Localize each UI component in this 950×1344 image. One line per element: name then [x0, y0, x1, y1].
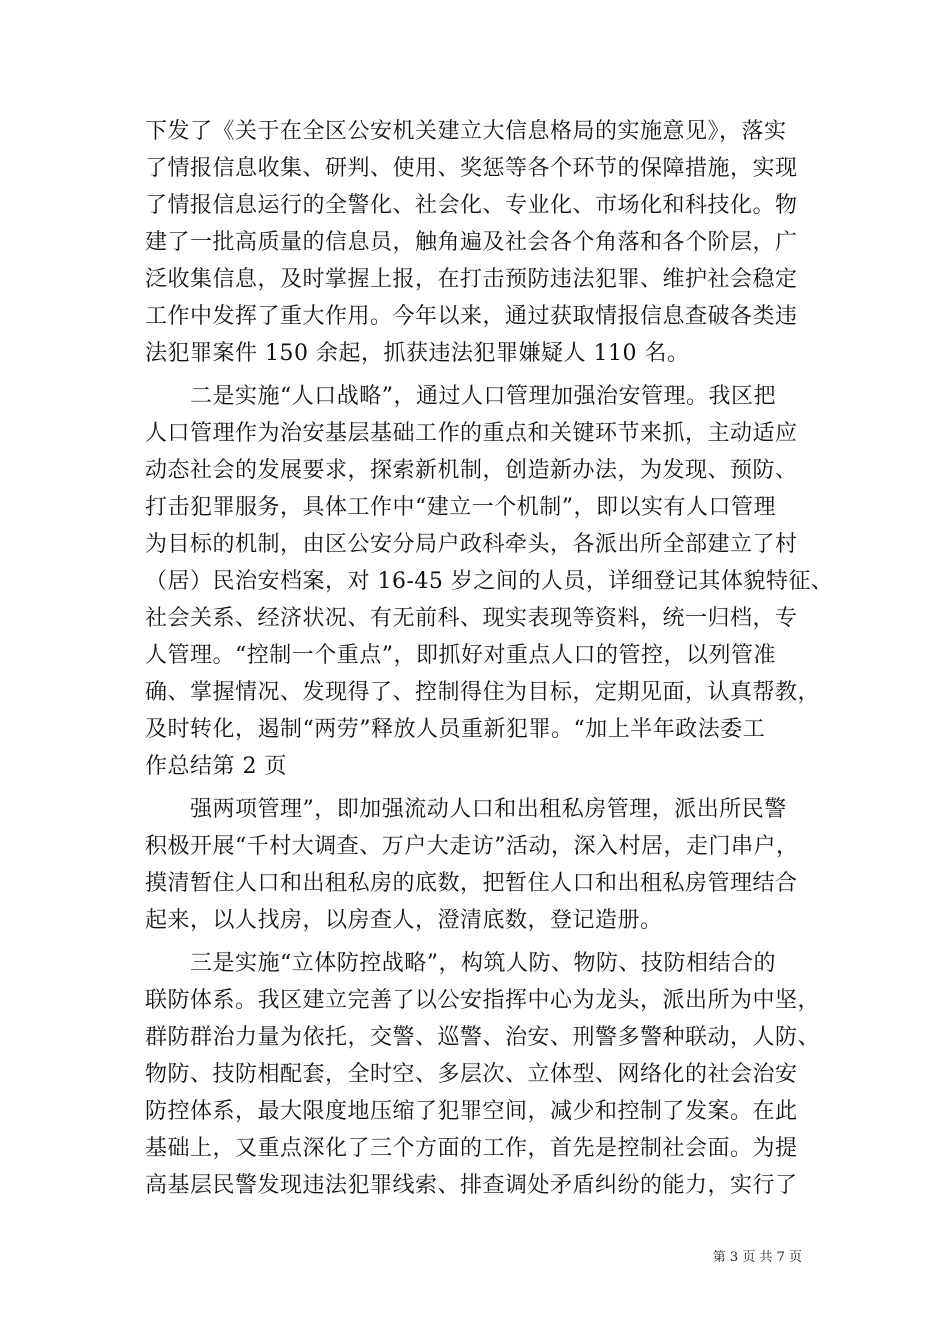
page-number: 第 3 页 共 7 页 [712, 1250, 802, 1265]
text-line: 基础上，又重点深化了三个方面的工作，首先是控制社会面。为提 [145, 1136, 798, 1161]
text-line: 及时转化，遏制“两劳”释放人员重新犯罪。“加上半年政法委工 [145, 717, 766, 742]
text-line: 工作中发挥了重大作用。今年以来，通过获取情报信息查破各类违 [145, 304, 798, 329]
text-line: 群防群治力量为依托，交警、巡警、治安、刑警多警种联动，人防、 [145, 1025, 821, 1050]
text-line: 了情报信息运行的全警化、社会化、专业化、市场化和科技化。物 [145, 193, 798, 218]
text-line: 人口管理作为治安基层基础工作的重点和关键环节来抓，主动适应 [145, 421, 798, 446]
text-line: 下发了《关于在全区公安机关建立大信息格局的实施意见》，落实 [145, 119, 787, 144]
text-line: 确、掌握情况、发现得了、控制得住为目标，定期见面，认真帮教， [145, 680, 821, 705]
text-line: 了情报信息收集、研判、使用、奖惩等各个环节的保障措施，实现 [145, 156, 798, 181]
text-line: 三是实施“立体防控战略”，构筑人防、物防、技防相结合的 [145, 951, 776, 976]
text-line: 法犯罪案件 150 余起，抓获违法犯罪嫌疑人 110 名。 [145, 341, 690, 366]
text-line: 物防、技防相配套，全时空、多层次、立体型、网络化的社会治安 [145, 1062, 798, 1087]
text-line: 社会关系、经济状况、有无前科、现实表现等资料，统一归档，专 [145, 606, 798, 631]
text-line: 高基层民警发现违法犯罪线索、排查调处矛盾纠纷的能力，实行了 [145, 1173, 798, 1198]
text-line: 积极开展“千村大调查、万户大走访”活动，深入村居，走门串户， [145, 834, 799, 859]
text-line: 强两项管理”，即加强流动人口和出租私房管理，派出所民警 [145, 797, 787, 822]
text-line: 防控体系，最大限度地压缩了犯罪空间，减少和控制了发案。在此 [145, 1099, 798, 1124]
text-line: 为目标的机制，由区公安分局户政科牵头，各派出所全部建立了村 [145, 532, 798, 557]
text-line: 联防体系。我区建立完善了以公安指挥中心为龙头，派出所为中坚， [145, 988, 821, 1013]
text-line: 建了一批高质量的信息员，触角遍及社会各个角落和各个阶层，广 [145, 230, 798, 255]
text-line: 作总结第 2 页 [145, 754, 287, 779]
text-line: 动态社会的发展要求，探索新机制，创造新办法，为发现、预防、 [145, 458, 798, 483]
text-line: 二是实施“人口战略”，通过人口管理加强治安管理。我区把 [145, 384, 776, 409]
text-line: 摸清暂住人口和出租私房的底数，把暂住人口和出租私房管理结合 [145, 871, 798, 896]
text-line: 泛收集信息，及时掌握上报，在打击预防违法犯罪、维护社会稳定 [145, 267, 798, 292]
text-line: 打击犯罪服务，具体工作中“建立一个机制”，即以实有人口管理 [145, 495, 776, 520]
text-line: 起来，以人找房，以房查人，澄清底数，登记造册。 [145, 908, 663, 933]
text-line: 人管理。“控制一个重点”，即抓好对重点人口的管控，以列管准 [145, 643, 776, 668]
text-line: （居）民治安档案，对 16-45 岁之间的人员，详细登记其体貌特征、 [145, 569, 834, 594]
